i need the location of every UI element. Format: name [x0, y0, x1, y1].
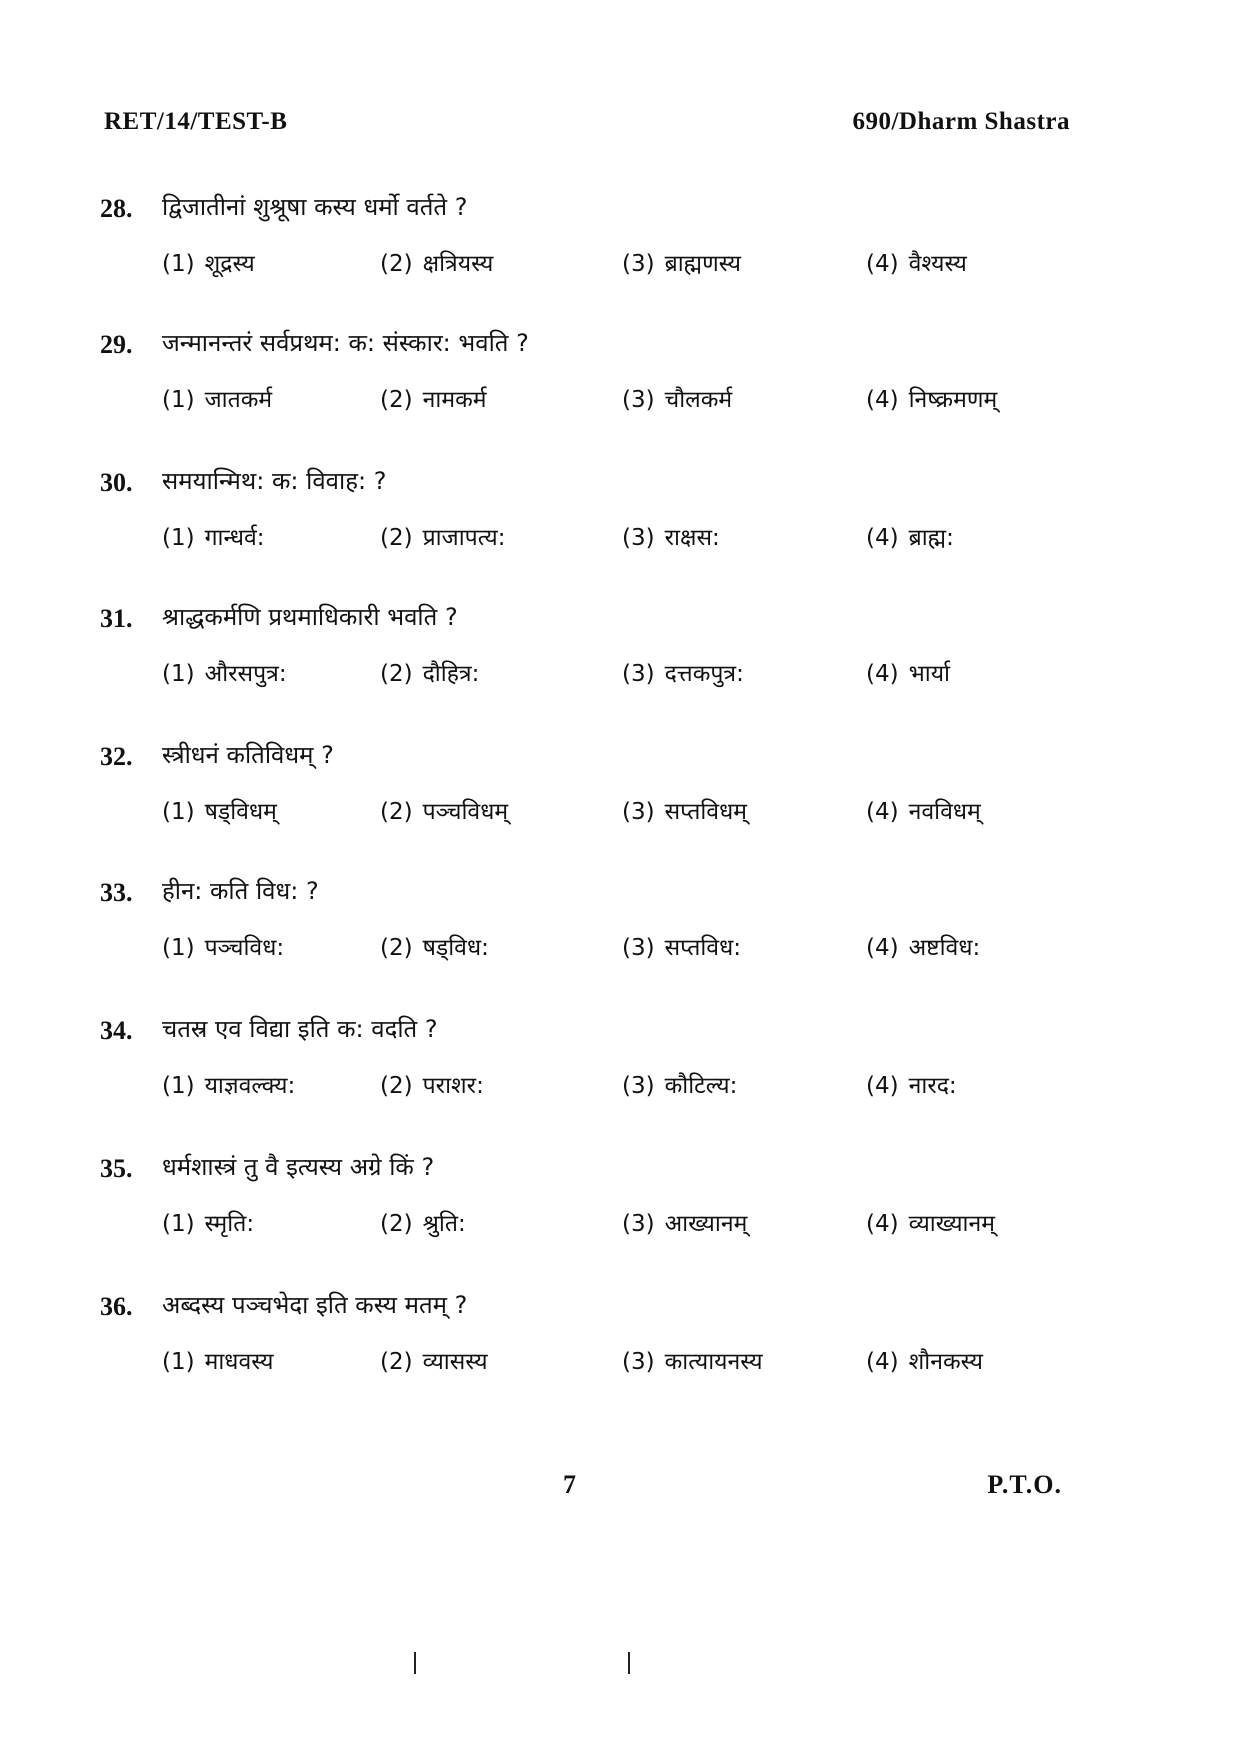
- question-text: धर्मशास्त्रं तु वै इत्यस्य अग्रे किं ?: [162, 1153, 435, 1181]
- option-1: (1) माधवस्य: [162, 1349, 274, 1375]
- header-subject-code: 690/Dharm Shastra: [852, 108, 1070, 135]
- question-29: [100, 326, 1100, 426]
- option-3: (3) ब्राह्मणस्य: [622, 251, 742, 277]
- question-number: 34.: [100, 1016, 133, 1045]
- options: [100, 1068, 1100, 1112]
- options: [100, 794, 1100, 838]
- option-4: (4) नारद:: [866, 1073, 957, 1099]
- question-32: [100, 738, 1100, 838]
- question-text: चतस्र एव विद्या इति क: वदति ?: [162, 1015, 438, 1043]
- option-4: (4) शौनकस्य: [866, 1349, 983, 1375]
- option-3: (3) चौलकर्म: [622, 387, 733, 413]
- option-2: (2) दौहित्र:: [380, 661, 480, 687]
- question-28: [100, 190, 1100, 290]
- question-35: [100, 1150, 1100, 1250]
- options: [100, 930, 1100, 974]
- question-number: 31.: [100, 604, 133, 633]
- options: [100, 656, 1100, 700]
- option-2: (2) पराशर:: [380, 1073, 484, 1099]
- question-36: [100, 1288, 1100, 1388]
- question-number: 28.: [100, 194, 133, 223]
- option-1: (1) षड्विधम्: [162, 799, 277, 825]
- option-2: (2) श्रुति:: [380, 1211, 466, 1237]
- question-text: द्विजातीनां शुश्रूषा कस्य धर्मो वर्तते ?: [162, 193, 468, 221]
- question-number: 36.: [100, 1292, 133, 1321]
- question-34: [100, 1012, 1100, 1112]
- question-number: 33.: [100, 878, 133, 907]
- question-number: 32.: [100, 742, 133, 771]
- question-text: समयान्मिथ: क: विवाह: ?: [162, 467, 387, 495]
- option-2: (2) प्राजापत्य:: [380, 525, 506, 551]
- option-2: (2) नामकर्म: [380, 387, 487, 413]
- question-text: अब्दस्य पञ्चभेदा इति कस्य मतम् ?: [162, 1291, 468, 1319]
- options: [100, 382, 1100, 426]
- option-1: (1) स्मृति:: [162, 1211, 255, 1237]
- pto-label: P.T.O.: [987, 1470, 1062, 1499]
- page-number: 7: [563, 1470, 576, 1499]
- question-text: स्त्रीधनं कतिविधम् ?: [162, 741, 334, 769]
- option-2: (2) पञ्चविधम्: [380, 799, 509, 825]
- option-4: (4) वैश्यस्य: [866, 251, 967, 277]
- question-number: 30.: [100, 468, 133, 497]
- option-4: (4) नवविधम्: [866, 799, 981, 825]
- option-2: (2) षड्विध:: [380, 935, 489, 961]
- header-paper-code: RET/14/TEST-B: [104, 108, 288, 135]
- question-31: [100, 600, 1100, 700]
- question-text: हीन: कति विध: ?: [162, 877, 319, 905]
- option-4: (4) भार्या: [866, 661, 951, 687]
- option-1: (1) पञ्चविध:: [162, 935, 285, 961]
- option-2: (2) क्षत्रियस्य: [380, 251, 494, 277]
- option-3: (3) कौटिल्य:: [622, 1073, 738, 1099]
- options: [100, 520, 1100, 564]
- option-3: (3) राक्षस:: [622, 525, 720, 551]
- option-1: (1) जातकर्म: [162, 387, 273, 413]
- options: [100, 1206, 1100, 1250]
- option-4: (4) ब्राह्म:: [866, 525, 954, 551]
- option-3: (3) कात्यायनस्य: [622, 1349, 763, 1375]
- option-3: (3) सप्तविधम्: [622, 799, 747, 825]
- option-3: (3) आख्यानम्: [622, 1211, 748, 1237]
- option-1: (1) औरसपुत्र:: [162, 661, 287, 687]
- question-text: जन्मानन्तरं सर्वप्रथम: क: संस्कार: भवति ?: [162, 329, 529, 357]
- question-text: श्राद्धकर्मणि प्रथमाधिकारी भवति ?: [162, 603, 458, 631]
- binding-mark: [628, 1652, 630, 1674]
- question-30: [100, 464, 1100, 564]
- option-1: (1) गान्धर्व:: [162, 525, 265, 551]
- options: [100, 246, 1100, 290]
- option-1: (1) शूद्रस्य: [162, 251, 255, 277]
- question-33: [100, 874, 1100, 974]
- option-4: (4) व्याख्यानम्: [866, 1211, 996, 1237]
- options: [100, 1344, 1100, 1388]
- question-number: 29.: [100, 330, 133, 359]
- option-3: (3) सप्तविध:: [622, 935, 741, 961]
- binding-mark: [414, 1652, 416, 1674]
- option-2: (2) व्यासस्य: [380, 1349, 488, 1375]
- option-4: (4) अष्टविध:: [866, 935, 981, 961]
- option-4: (4) निष्क्रमणम्: [866, 387, 998, 413]
- option-1: (1) याज्ञवल्क्य:: [162, 1073, 296, 1099]
- question-number: 35.: [100, 1154, 133, 1183]
- option-3: (3) दत्तकपुत्र:: [622, 661, 744, 687]
